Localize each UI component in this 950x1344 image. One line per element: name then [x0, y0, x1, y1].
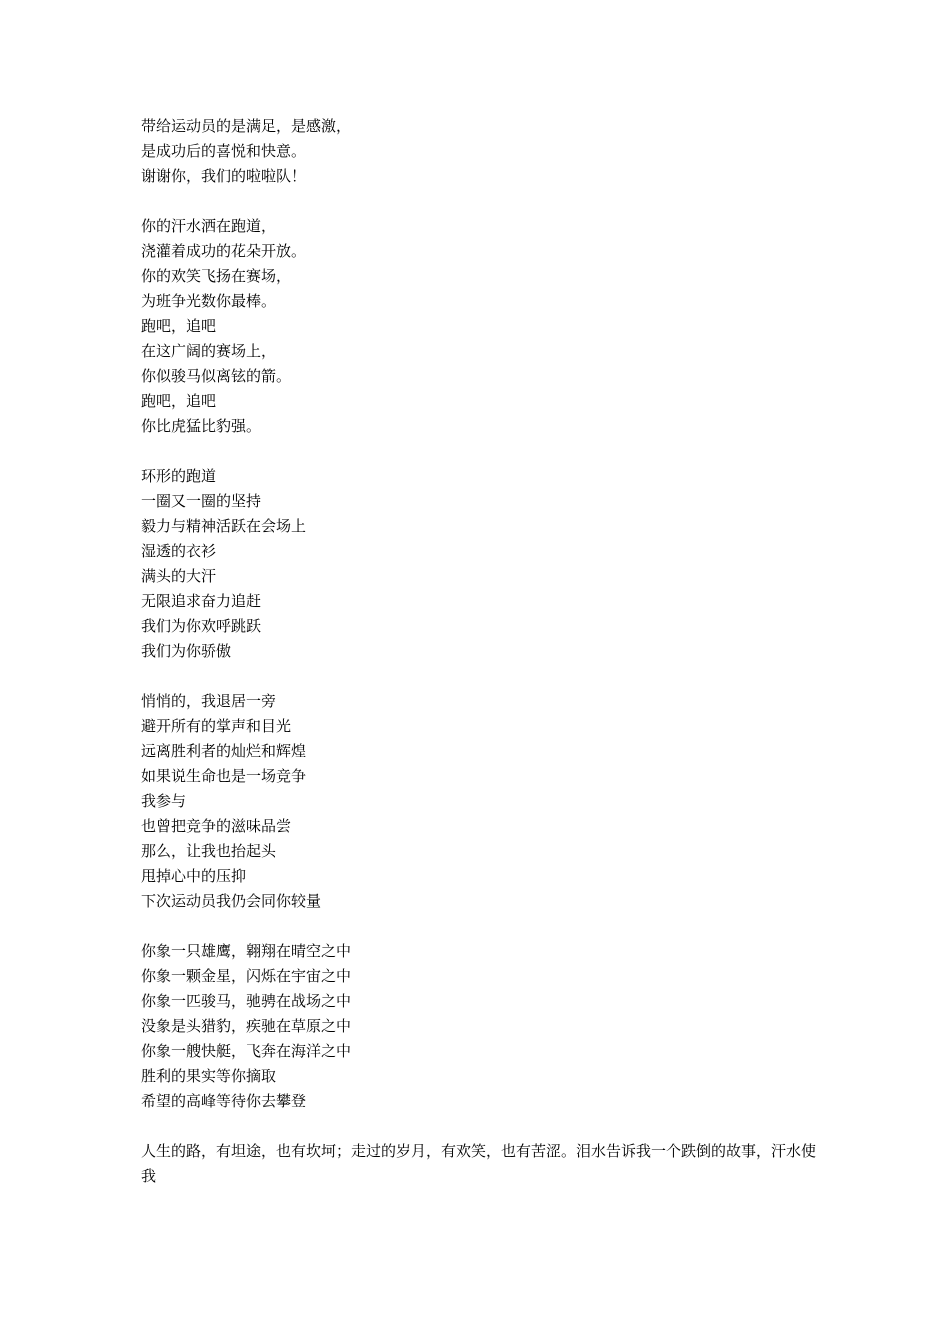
poem-line: 为班争光数你最棒。 [141, 292, 277, 310]
poem-line: 满头的大汗 [141, 567, 217, 585]
poem-line: 希望的高峰等待你去攀登 [141, 1092, 307, 1110]
poem-line: 带给运动员的是满足，是感激， [141, 117, 352, 135]
poem-line: 你的欢笑飞扬在赛场， [141, 267, 292, 285]
stanza-cheer-thanks [141, 114, 821, 189]
poem-line: 浇灌着成功的花朵开放。 [141, 242, 307, 260]
poem-line: 那么，让我也抬起头 [141, 842, 277, 860]
poem-line: 是成功后的喜悦和快意。 [141, 142, 307, 160]
poem-line: 远离胜利者的灿烂和辉煌 [141, 742, 307, 760]
poem-line: 你象一匹骏马，驰骋在战场之中 [141, 992, 352, 1010]
poem-line: 避开所有的掌声和目光 [141, 717, 292, 735]
stanza-track-sweat [141, 214, 821, 439]
poem-line: 你比虎猛比豹强。 [141, 417, 262, 435]
final-paragraph: 人生的路，有坦途，也有坎坷；走过的岁月，有欢笑，也有苦涩。泪水告诉我一个跌倒的故事，汗水使我 [141, 1142, 817, 1185]
poem-line: 环形的跑道 [141, 467, 217, 485]
poem-line: 湿透的衣衫 [141, 542, 217, 560]
poem-line: 我们为你骄傲 [141, 642, 232, 660]
poem-line: 你象一艘快艇，飞奔在海洋之中 [141, 1042, 352, 1060]
poem-line: 你似骏马似离铉的箭。 [141, 367, 292, 385]
poem-line: 你象一只雄鹰，翱翔在晴空之中 [141, 942, 352, 960]
poem-line: 谢谢你，我们的啦啦队！ [141, 167, 307, 185]
poem-line: 没象是头猎豹，疾驰在草原之中 [141, 1017, 352, 1035]
poem-line: 跑吧，追吧 [141, 317, 217, 335]
stanza-circular-track [141, 464, 821, 664]
poem-line: 下次运动员我仍会同你较量 [141, 892, 322, 910]
stanza-step-aside [141, 689, 821, 914]
poem-line: 我们为你欢呼跳跃 [141, 617, 262, 635]
poem-line: 我参与 [141, 792, 187, 810]
poem-line: 甩掉心中的压抑 [141, 867, 247, 885]
document-body [141, 114, 821, 1189]
poem-line: 在这广阔的赛场上， [141, 342, 277, 360]
poem-line: 无限追求奋力追赶 [141, 592, 262, 610]
poem-line: 你的汗水洒在跑道， [141, 217, 277, 235]
poem-line: 胜利的果实等你摘取 [141, 1067, 277, 1085]
poem-line: 你象一颗金星，闪烁在宇宙之中 [141, 967, 352, 985]
poem-line: 跑吧，追吧 [141, 392, 217, 410]
poem-line: 一圈又一圈的坚持 [141, 492, 262, 510]
poem-line: 也曾把竞争的滋味品尝 [141, 817, 292, 835]
stanza-you-are-like [141, 939, 821, 1114]
poem-line: 如果说生命也是一场竞争 [141, 767, 307, 785]
poem-line: 悄悄的，我退居一旁 [141, 692, 277, 710]
poem-line: 毅力与精神活跃在会场上 [141, 517, 307, 535]
